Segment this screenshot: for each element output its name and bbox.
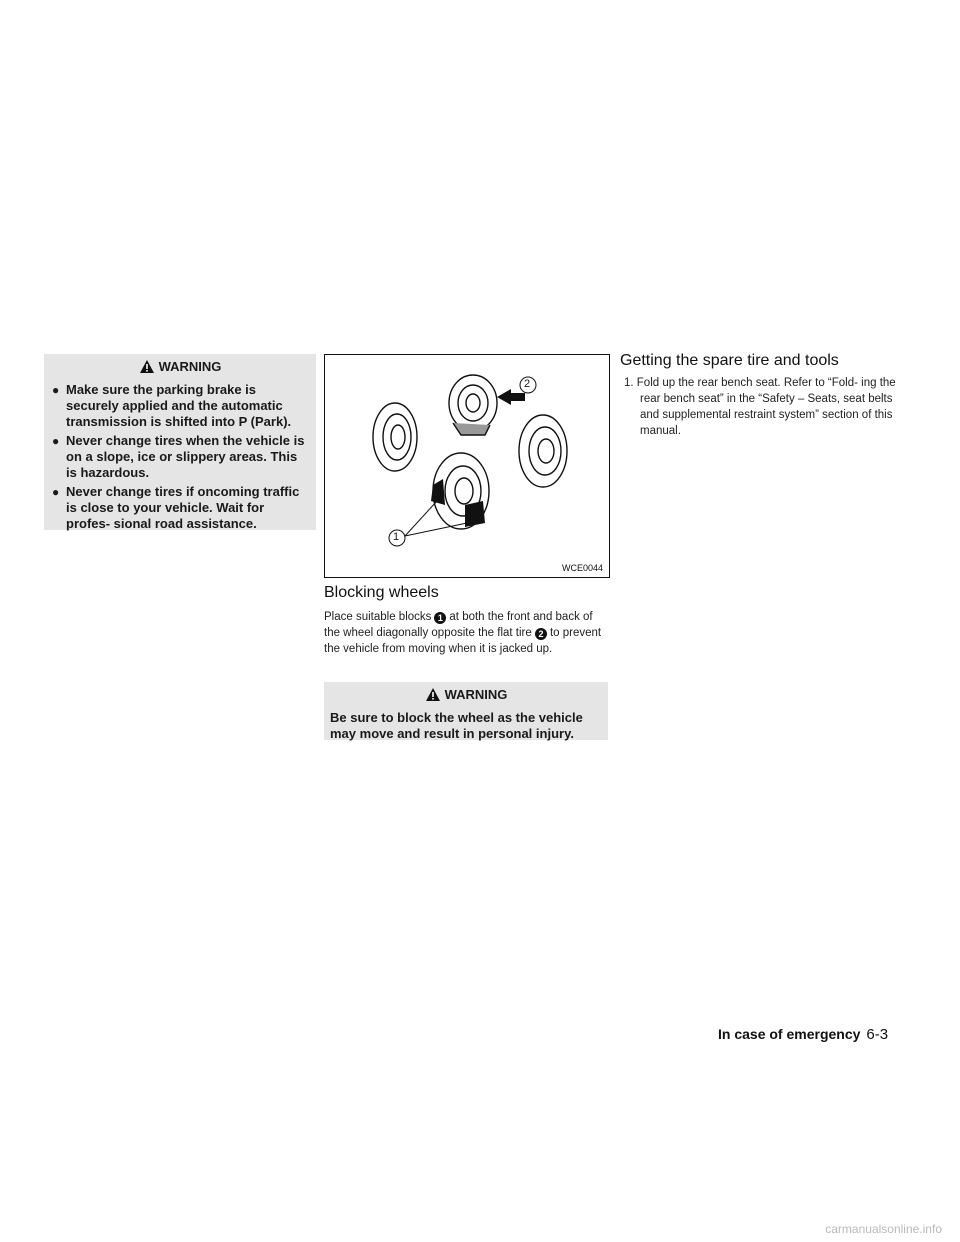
tire-left-illustration: [373, 403, 417, 471]
tire-right-illustration: [519, 415, 567, 487]
blocking-wheels-text: Place suitable blocks 1 at both the front and back of the wheel diagonally opposite the flat tire 2 to prevent the vehicle from moving when it is jacked up.: [324, 611, 602, 655]
spare-tire-steps: [624, 375, 910, 439]
reference-2-icon: 2: [535, 628, 547, 640]
reference-1-icon: 1: [434, 612, 446, 624]
watermark-text: carmanualsonline.info: [825, 1222, 942, 1236]
callout-2: 2: [524, 378, 531, 390]
warning-heading: WARNING: [324, 682, 608, 706]
warning-list: [50, 382, 308, 532]
tires-illustration: [325, 355, 609, 577]
warning-triangle-icon: [425, 687, 441, 702]
flat-tire-illustration: [449, 375, 497, 435]
blocking-wheels-title: Blocking wheels: [324, 584, 439, 601]
step-item: 1. Fold up the rear bench seat. Refer to “Fold- ing the rear bench seat” in the “Safety – Seats, seat belts and supplemental restraint system” section of this manual.: [624, 377, 896, 437]
warning-item: ● Never change tires when the vehicle is on a slope, ice or slippery areas. This is hazardous.: [52, 433, 305, 480]
wheel-blocking-figure: [324, 354, 610, 578]
warning-item: ● Never change tires if oncoming traffic is close to your vehicle. Wait for profes- sional road assistance.: [52, 484, 300, 531]
figure-code: WCE0044: [561, 563, 603, 573]
page-footer: [718, 1026, 918, 1044]
section-name: In case of emergency: [718, 1026, 861, 1042]
warning-item: ● Make sure the parking brake is securely applied and the automatic transmission is shifted into P (Park).: [52, 382, 292, 429]
spare-tire-title: Getting the spare tire and tools: [620, 352, 839, 369]
arrow-icon: [497, 389, 525, 405]
center-warning-box: [324, 682, 608, 740]
warning-heading: WARNING: [44, 354, 316, 378]
warning-text: Be sure to block the wheel as the vehicle may move and result in personal injury.: [330, 710, 583, 741]
wheel-block-back: [465, 501, 485, 527]
warning-triangle-icon: [139, 359, 155, 374]
page-number: 6-3: [866, 1026, 889, 1043]
left-warning-box: [44, 354, 316, 530]
callout-1: 1: [393, 531, 400, 543]
